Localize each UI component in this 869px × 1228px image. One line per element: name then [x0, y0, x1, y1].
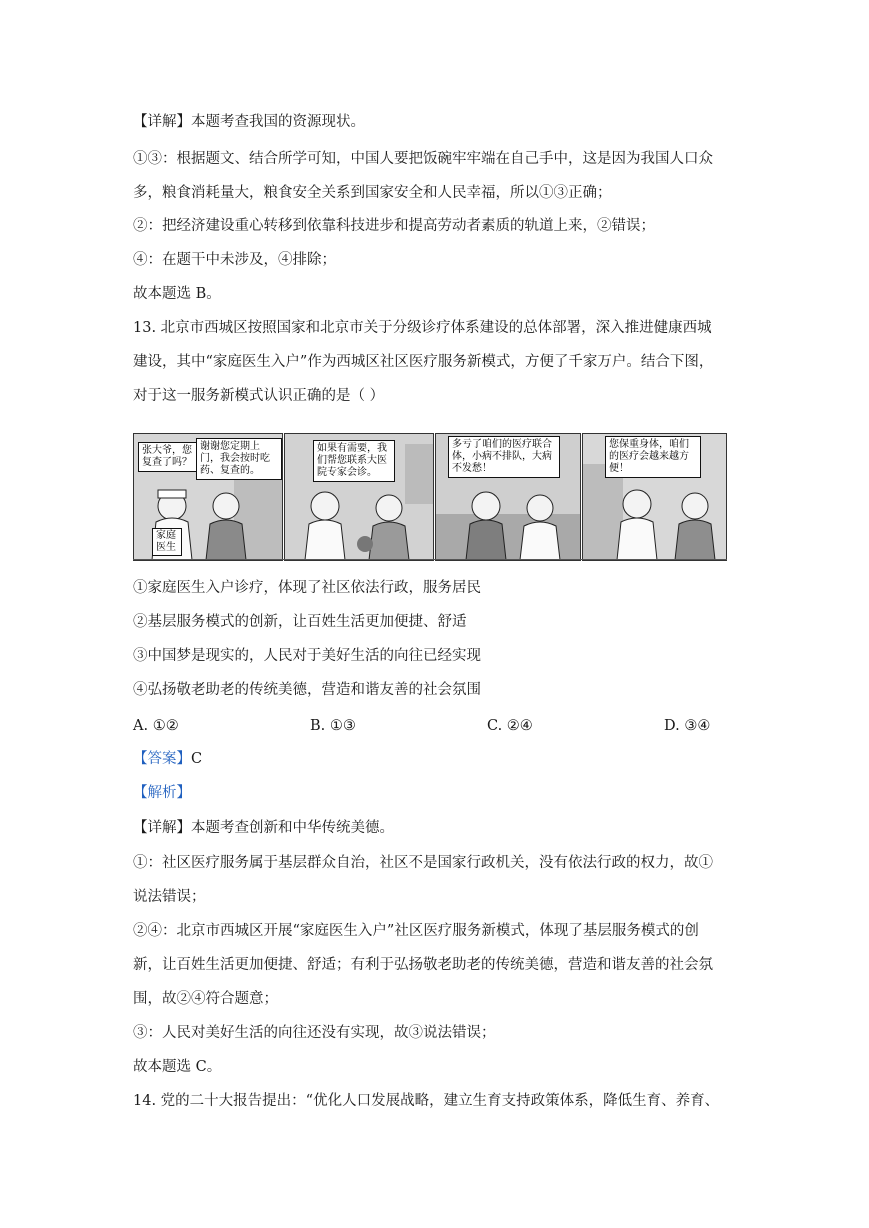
conclusion2-line: 故本题选 C。	[133, 1059, 222, 1075]
conclusion-line: 故本题选 B。	[133, 286, 221, 302]
detail-line-4: ②：把经济建设重心转移到依靠科技进步和提高劳动者素质的轨道上来，②错误；	[133, 218, 655, 234]
detail2-line-2: ①：社区医疗服务属于基层群众自治，社区不是国家行政机关，没有依法行政的权力，故①	[133, 855, 713, 871]
detail2-line-1	[133, 818, 394, 838]
detail2-tag: 【详解】	[133, 820, 191, 836]
detail-line-2: ①③：根据题文、结合所学可知，中国人要把饭碗牢牢端在自己手中，这是因为我国人口众	[133, 151, 713, 167]
statement-2: ②基层服务模式的创新，让百姓生活更加便捷、舒适	[133, 614, 467, 630]
question-13-line-2: 建设，其中“家庭医生入户”作为西城区社区医疗服务新模式，方便了千家万户。结合下图，	[133, 354, 714, 370]
comic-bottom-rule	[133, 559, 727, 560]
detail2-line-6: 围，故②④符合题意；	[133, 991, 278, 1007]
question-13-line-1: 13. 北京市西城区按照国家和北京市关于分级诊疗体系建设的总体部署，深入推进健康西城	[133, 320, 712, 336]
detail-line-1	[133, 112, 365, 132]
detail-text: 本题考查我国的资源现状。	[191, 114, 365, 130]
comic-panel-4	[582, 433, 727, 561]
family-doctor-sign: 家庭医生	[152, 528, 182, 556]
detail-line-5: ④：在题干中未涉及，④排除；	[133, 252, 336, 268]
panel-1-bubble-elder: 谢谢您定期上门，我会按时吃药、复查的。	[196, 438, 282, 480]
panel-4-bubble: 您保重身体，咱们的医疗会越来越方便！	[605, 436, 701, 478]
detail-line-3: 多，粮食消耗量大，粮食安全关系到国家安全和人民幸福，所以①③正确；	[133, 185, 612, 201]
detail-tag: 【详解】	[133, 114, 191, 130]
panel-3-bubble: 多亏了咱们的医疗联合体，小病不排队，大病不发愁！	[448, 436, 560, 478]
comic-panel-3	[435, 433, 581, 561]
detail2-line-7: ③：人民对美好生活的向往还没有实现，故③说法错误；	[133, 1025, 496, 1041]
comic-panel-2	[284, 433, 434, 561]
answer-value: C	[191, 751, 203, 767]
comic-strip	[133, 423, 727, 560]
answer-line	[133, 749, 202, 769]
detail2-text: 本题考查创新和中华传统美德。	[191, 820, 394, 836]
statement-1: ①家庭医生入户诊疗，体现了社区依法行政，服务居民	[133, 580, 481, 596]
panel-2-bubble: 如果有需要，我们帮您联系大医院专家会诊。	[313, 440, 395, 482]
answer-tag: 【答案】	[133, 751, 191, 767]
panel-1-bubble-doctor: 张大爷，您复查了吗？	[138, 442, 198, 472]
statement-3: ③中国梦是现实的，人民对于美好生活的向往已经实现	[133, 648, 481, 664]
option-d: D. ③④	[664, 718, 711, 734]
question-14-line-1: 14. 党的二十大报告提出：“优化人口发展战略，建立生育支持政策体系，降低生育、养育、	[133, 1093, 720, 1109]
comic-panel-1	[133, 433, 283, 561]
option-c: C. ②④	[487, 718, 533, 734]
statement-4: ④弘扬敬老助老的传统美德，营造和谐友善的社会氛围	[133, 682, 481, 698]
detail2-line-5: 新，让百姓生活更加便捷、舒适；有利于弘扬敬老助老的传统美德，营造和谐友善的社会氛	[133, 957, 713, 973]
option-a: A. ①②	[133, 718, 179, 734]
analysis-tag: 【解析】	[133, 785, 191, 801]
detail2-line-3: 说法错误；	[133, 889, 206, 905]
question-13-line-3: 对于这一服务新模式认识正确的是（ ）	[133, 388, 385, 404]
option-b: B. ①③	[310, 718, 356, 734]
detail2-line-4: ②④：北京市西城区开展“家庭医生入户”社区医疗服务新模式，体现了基层服务模式的创	[133, 923, 699, 939]
